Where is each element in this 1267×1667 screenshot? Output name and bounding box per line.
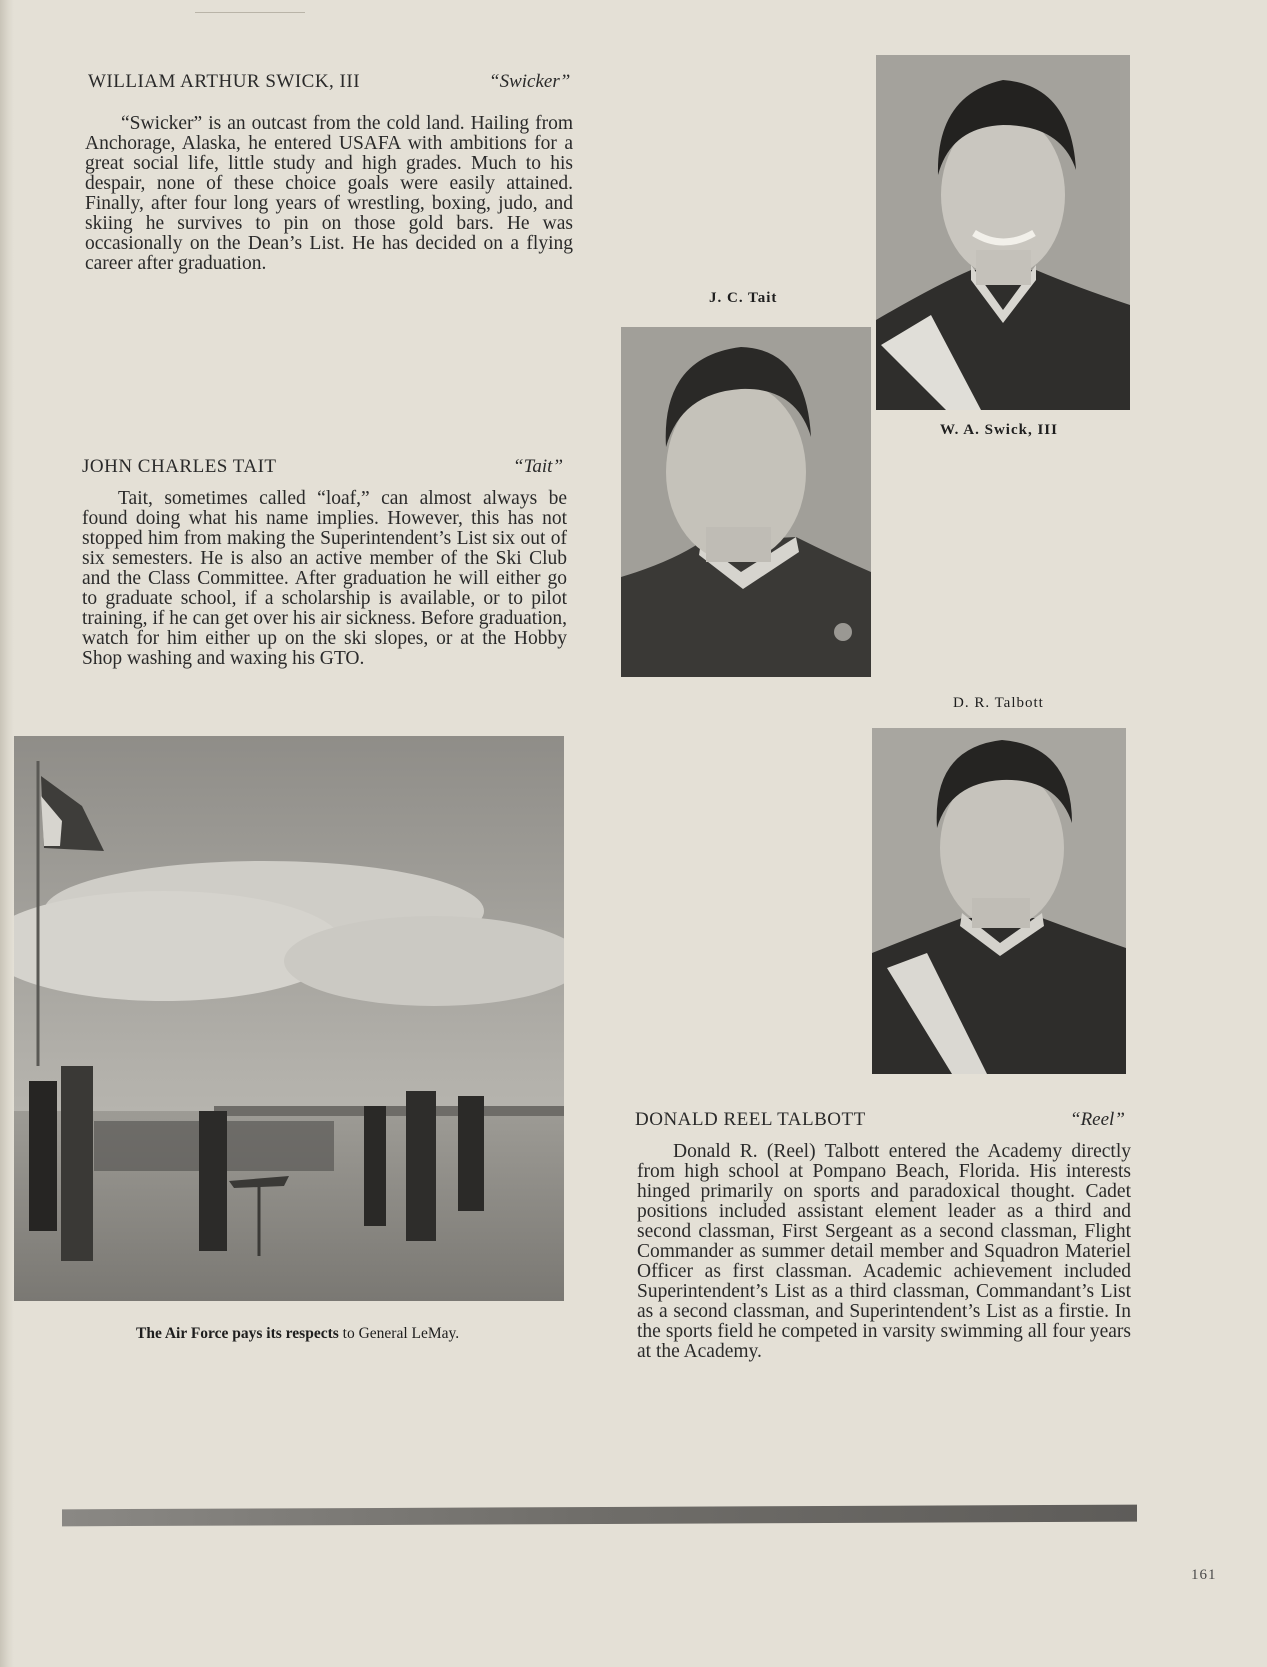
bio-text-tait: Tait, sometimes called “loaf,” can almost always be found doing what his name implies. However, this has not stopped him from making the Superintendent’s List six out of six semesters. He is also an active member of the Ski Club and the Class Committee. After graduation he will either go to graduate school, if a scholarship is available, or to pilot training, if he can get over his air sickness. Before graduation, watch for him either up on the ski slopes, or at the Hobby Shop washing and waxing his GTO. — [82, 488, 567, 669]
page-number: 161 — [1191, 1567, 1217, 1583]
portrait-swick — [876, 55, 1130, 410]
portrait-swick-figure — [876, 55, 1130, 410]
top-rule — [195, 12, 305, 13]
bio-name-tait: JOHN CHARLES TAIT — [82, 456, 277, 477]
bio-nickname-tait: “Tait” — [513, 456, 564, 477]
portrait-talbott-figure — [872, 728, 1126, 1074]
caption-tait: J. C. Tait — [709, 290, 778, 306]
bio-text-talbott: Donald R. (Reel) Talbott entered the Academy directly from high school at Pompano Beach, Florida. His interests hinged primarily on sports and paradoxical thought. Cadet positions included assistant element leader as a third and second classman, First Sergeant as a second classman, Flight Commander as summer detail member and Squadron Materiel Officer as first classman. Academic achievement included Superintendent’s List as a third classman, Commandant’s List as a second classman, and Superintendent’s List as a firstie. In the sports field he competed in varsity swimming all four years at the Academy. — [637, 1141, 1131, 1362]
ceremony-caption-bold: The Air Force pays its respects — [136, 1325, 339, 1342]
ceremony-photo-scene — [14, 736, 564, 1301]
caption-swick: W. A. Swick, III — [940, 422, 1058, 438]
bio-nickname-swick: “Swicker” — [489, 71, 571, 92]
bio-text-swick: “Swicker” is an outcast from the cold land. Hailing from Anchorage, Alaska, he entered USAFA with ambitions for a great social life, little study and high grades. Much to his despair, none of these choice goals were easily attained. Finally, after four long years of wrestling, boxing, judo, and skiing he survives to pin on those gold bars. He was occasionally on the Dean’s List. He has decided on a flying career after graduation. — [85, 113, 573, 274]
bio-nickname-talbott: “Reel” — [1070, 1109, 1125, 1130]
footer-rule — [62, 1505, 1137, 1527]
portrait-talbott — [872, 728, 1126, 1074]
caption-talbott: D. R. Talbott — [953, 695, 1044, 711]
portrait-tait-figure — [621, 327, 871, 677]
portrait-tait — [621, 327, 871, 677]
bio-name-swick: WILLIAM ARTHUR SWICK, III — [88, 71, 361, 92]
page-gutter-shadow — [0, 0, 14, 1667]
ceremony-caption-rest: to General LeMay. — [338, 1325, 460, 1342]
ceremony-photo — [14, 736, 564, 1301]
bio-name-talbott: DONALD REEL TALBOTT — [635, 1109, 866, 1130]
ceremony-photo-caption — [136, 1325, 459, 1343]
